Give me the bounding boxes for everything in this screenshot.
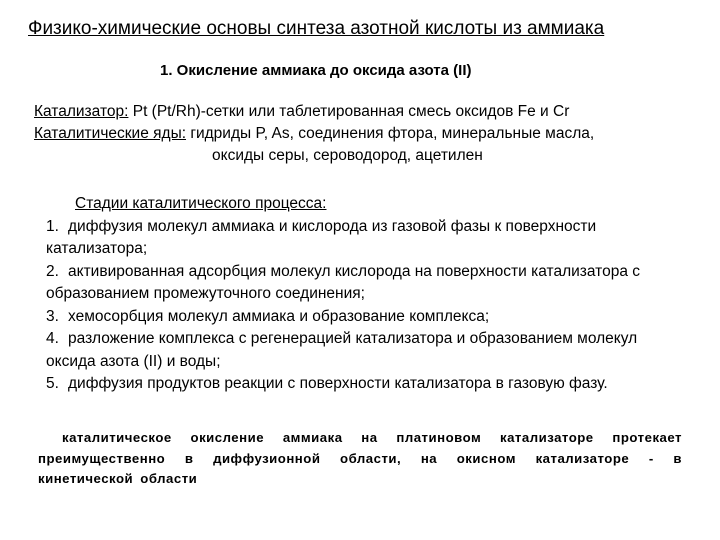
stage-text: активированная адсорбция молекул кислорода на поверхности катализатора с образованием промежуточного соединения;	[46, 262, 640, 302]
stage-text: диффузия молекул аммиака и кислорода из газовой фазы к поверхности катализатора;	[46, 217, 597, 257]
catalyst-block	[34, 101, 714, 167]
stages-title: Стадии каталитического процесса:	[75, 195, 327, 212]
stage-text: разложение комплекса с регенерацией катализатора и образованием молекул оксида азота (II) и воды;	[46, 330, 638, 370]
catalyst-label: Катализатор:	[34, 103, 129, 120]
poisons-text-line2: оксиды серы, сероводород, ацетилен	[212, 147, 483, 164]
poisons-label: Каталитические яды:	[34, 125, 187, 142]
stages-block	[46, 193, 686, 396]
stage-item	[46, 328, 686, 373]
stage-number: 4.	[46, 330, 59, 347]
conclusion-note: каталитическое окисление аммиака на платиновом катализаторе протекает преимущественно в диффузионной области, на окисном катализаторе - в кинетической области	[38, 430, 682, 486]
slide-title: Физико-химические основы синтеза азотной кислоты из аммиака	[28, 18, 605, 39]
catalyst-text: Pt (Pt/Rh)-сетки или таблетированная смесь оксидов Fe и Cr	[128, 103, 570, 120]
stage-item	[46, 306, 686, 329]
stage-number: 2.	[46, 262, 59, 280]
stage-number: 3.	[46, 307, 59, 325]
poisons-text-line1: гидриды P, As, соединения фтора, минеральные масла,	[186, 125, 595, 142]
catalyst-line	[34, 101, 714, 123]
stage-item	[46, 261, 686, 306]
stage-number: 5.	[46, 375, 59, 392]
stage-text: хемосорбция молекул аммиака и образование комплекса;	[68, 307, 490, 325]
section-subtitle: 1. Окисление аммиака до оксида азота (II)	[160, 62, 472, 79]
poisons-line	[34, 123, 714, 145]
stage-text: диффузия продуктов реакции с поверхности катализатора в газовую фазу.	[68, 375, 608, 392]
stage-number: 1.	[46, 217, 59, 235]
stage-item	[46, 373, 686, 396]
stage-item	[46, 216, 686, 261]
